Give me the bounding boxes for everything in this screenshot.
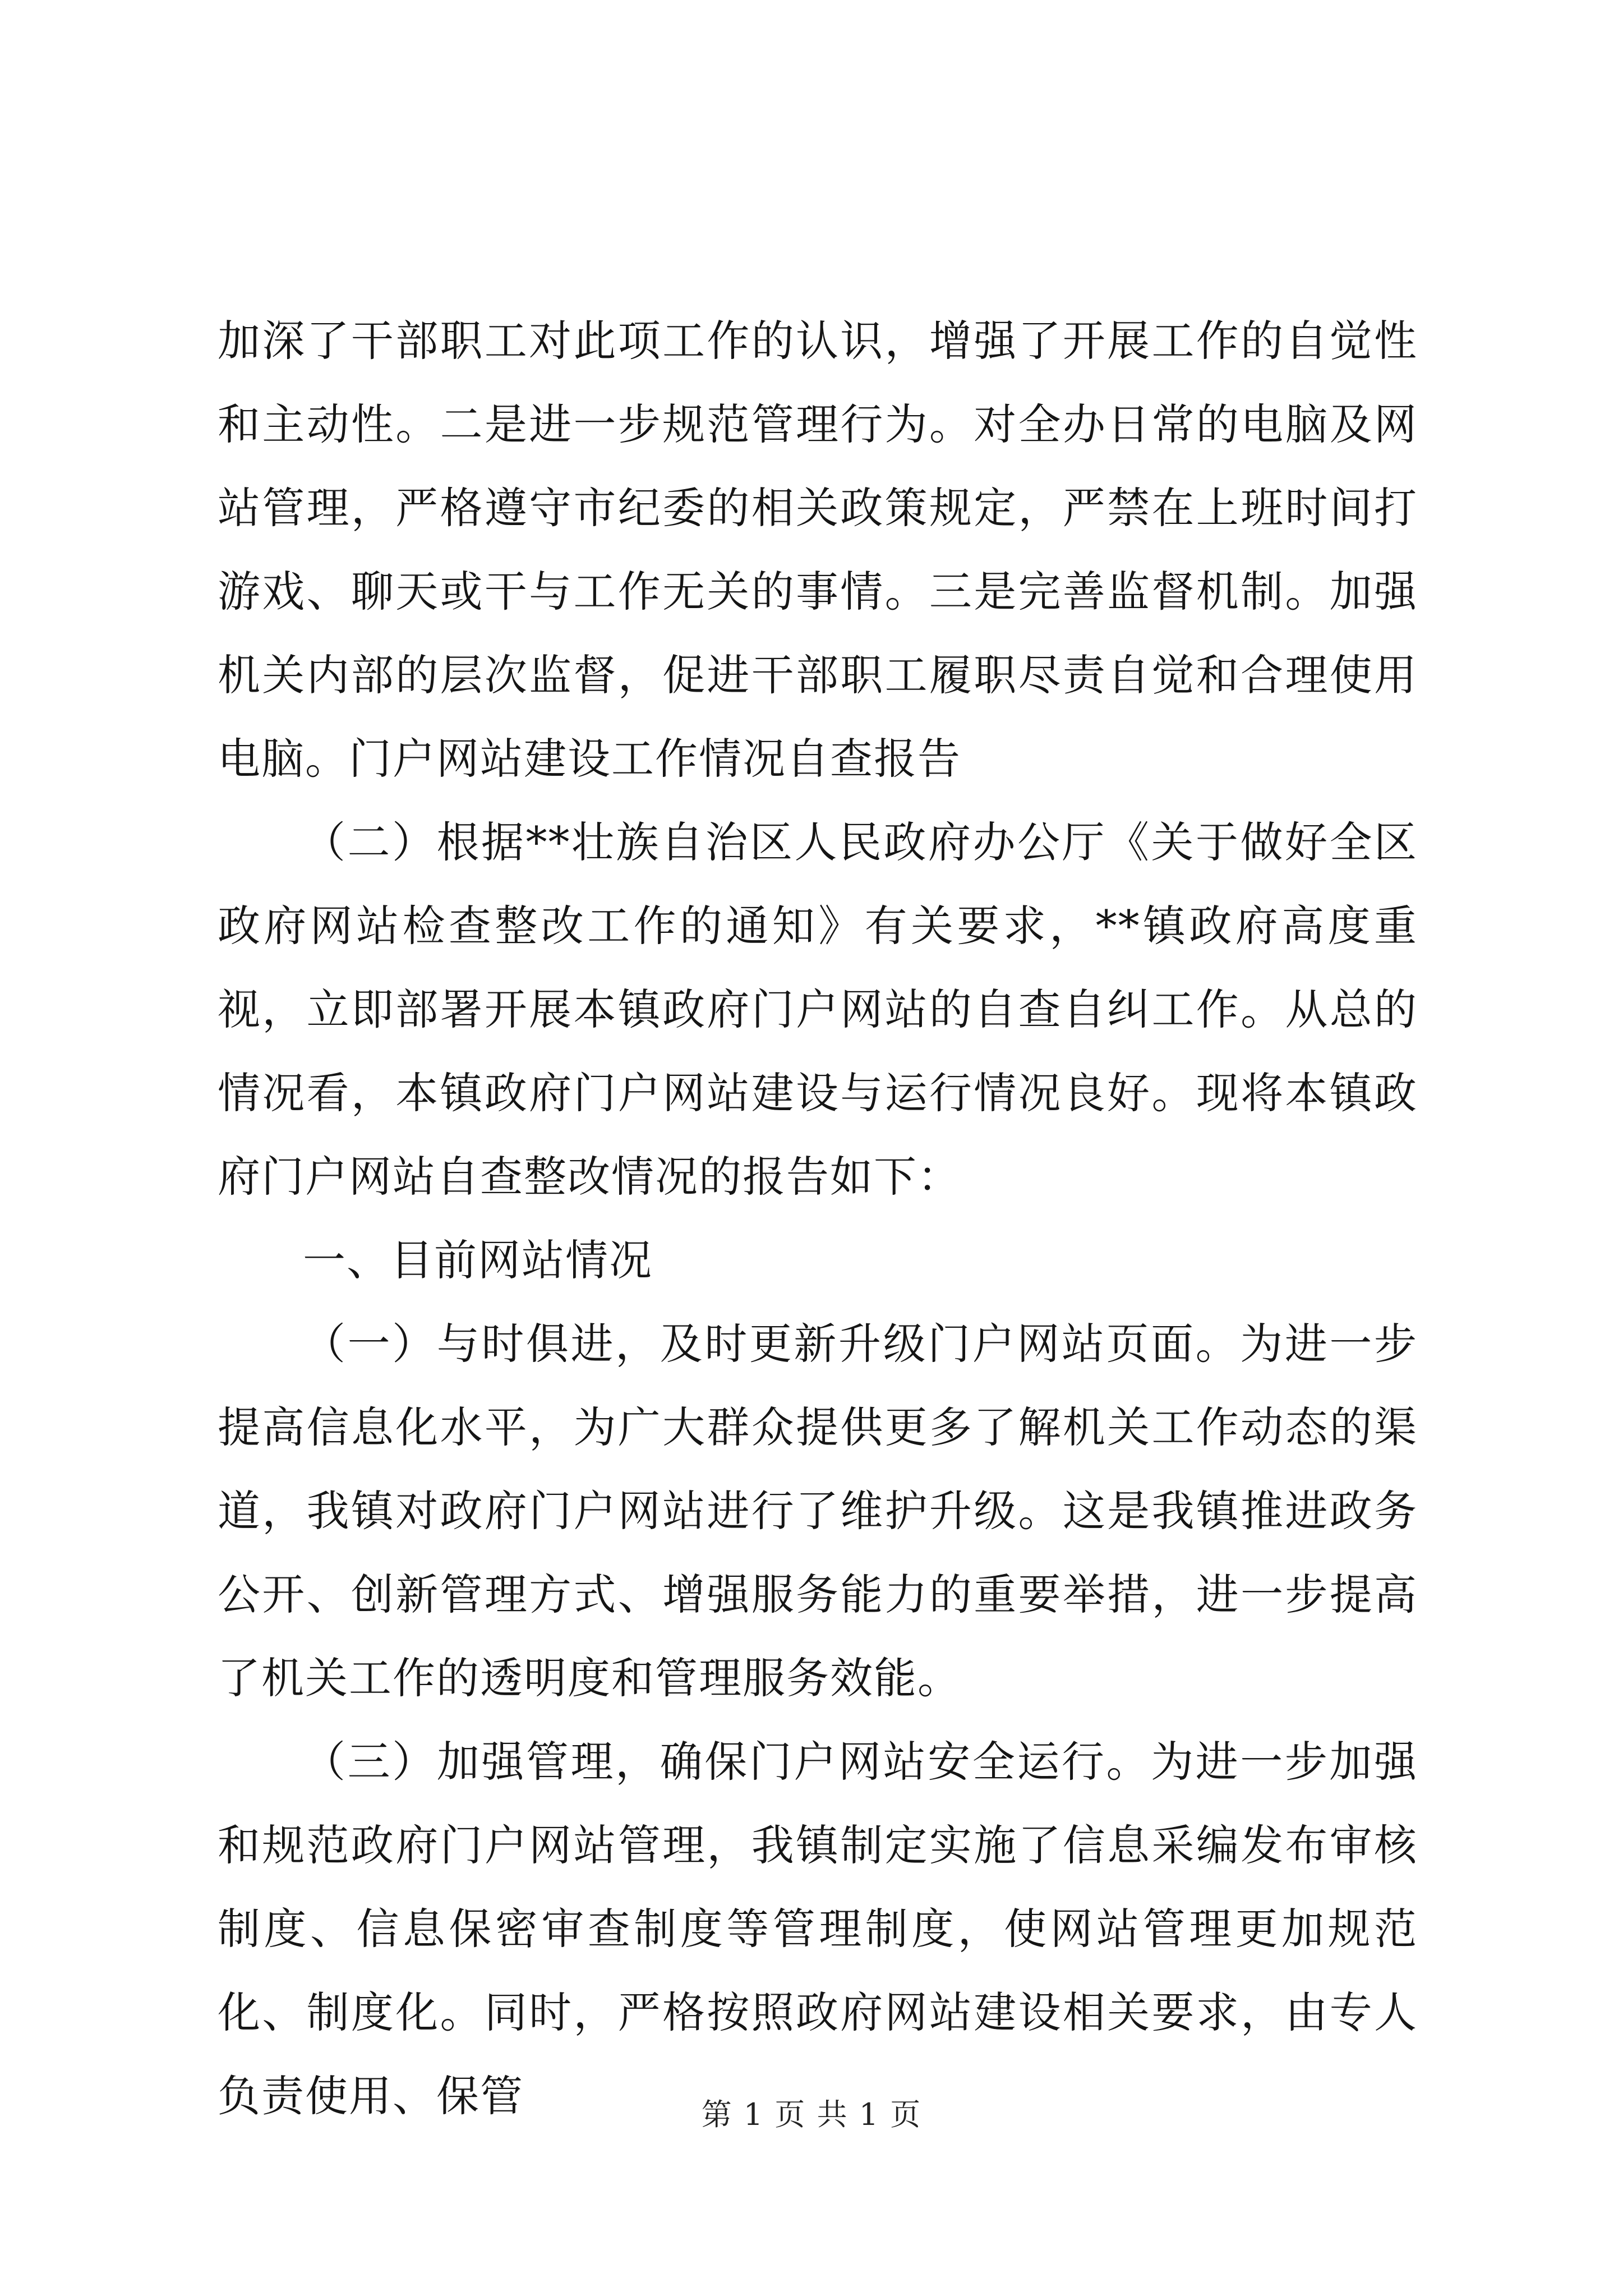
paragraph-1: 加深了干部职工对此项工作的认识，增强了开展工作的自觉性和主动性。二是进一步规范管理行为。对全办日常的电脑及网站管理，严格遵守市纪委的相关政策规定，严禁在上班时间打游戏、聊天或干与工作无关的事情。三是完善监督机制。加强机关内部的层次监督，促进干部职工履职尽责自觉和合理使用电脑。门户网站建设工作情况自查报告 xyxy=(218,316,1418,784)
paragraph-2: （二）根据**壮族自治区人民政府办公厅《关于做好全区政府网站检查整改工作的通知》有关要求，**镇政府高度重视，立即部署开展本镇政府门户网站的自查自纠工作。从总的情况看，本镇政府门户网站建设与运行情况良好。现将本镇政府门户网站自查整改情况的报告如下： xyxy=(218,817,1418,1202)
page-number-footer: 第 1 页 共 1 页 xyxy=(701,2097,922,2132)
paragraph-4: （三）加强管理，确保门户网站安全运行。为进一步加强和规范政府门户网站管理，我镇制定实施了信息采编发布审核制度、信息保密审查制度等管理制度，使网站管理更加规范化、制度化。同时，严格按照政府网站建设相关要求，由专人负责使用、保管 xyxy=(218,1737,1418,2121)
section-heading: 一、目前网站情况 xyxy=(303,1235,653,1285)
document-body xyxy=(218,299,1418,2138)
paragraph-3: （一）与时俱进，及时更新升级门户网站页面。为进一步提高信息化水平，为广大群众提供更多了解机关工作动态的渠道，我镇对政府门户网站进行了维护升级。这是我镇推进政务公开、创新管理方式、增强服务能力的重要举措，进一步提高了机关工作的透明度和管理服务效能。 xyxy=(218,1319,1418,1703)
